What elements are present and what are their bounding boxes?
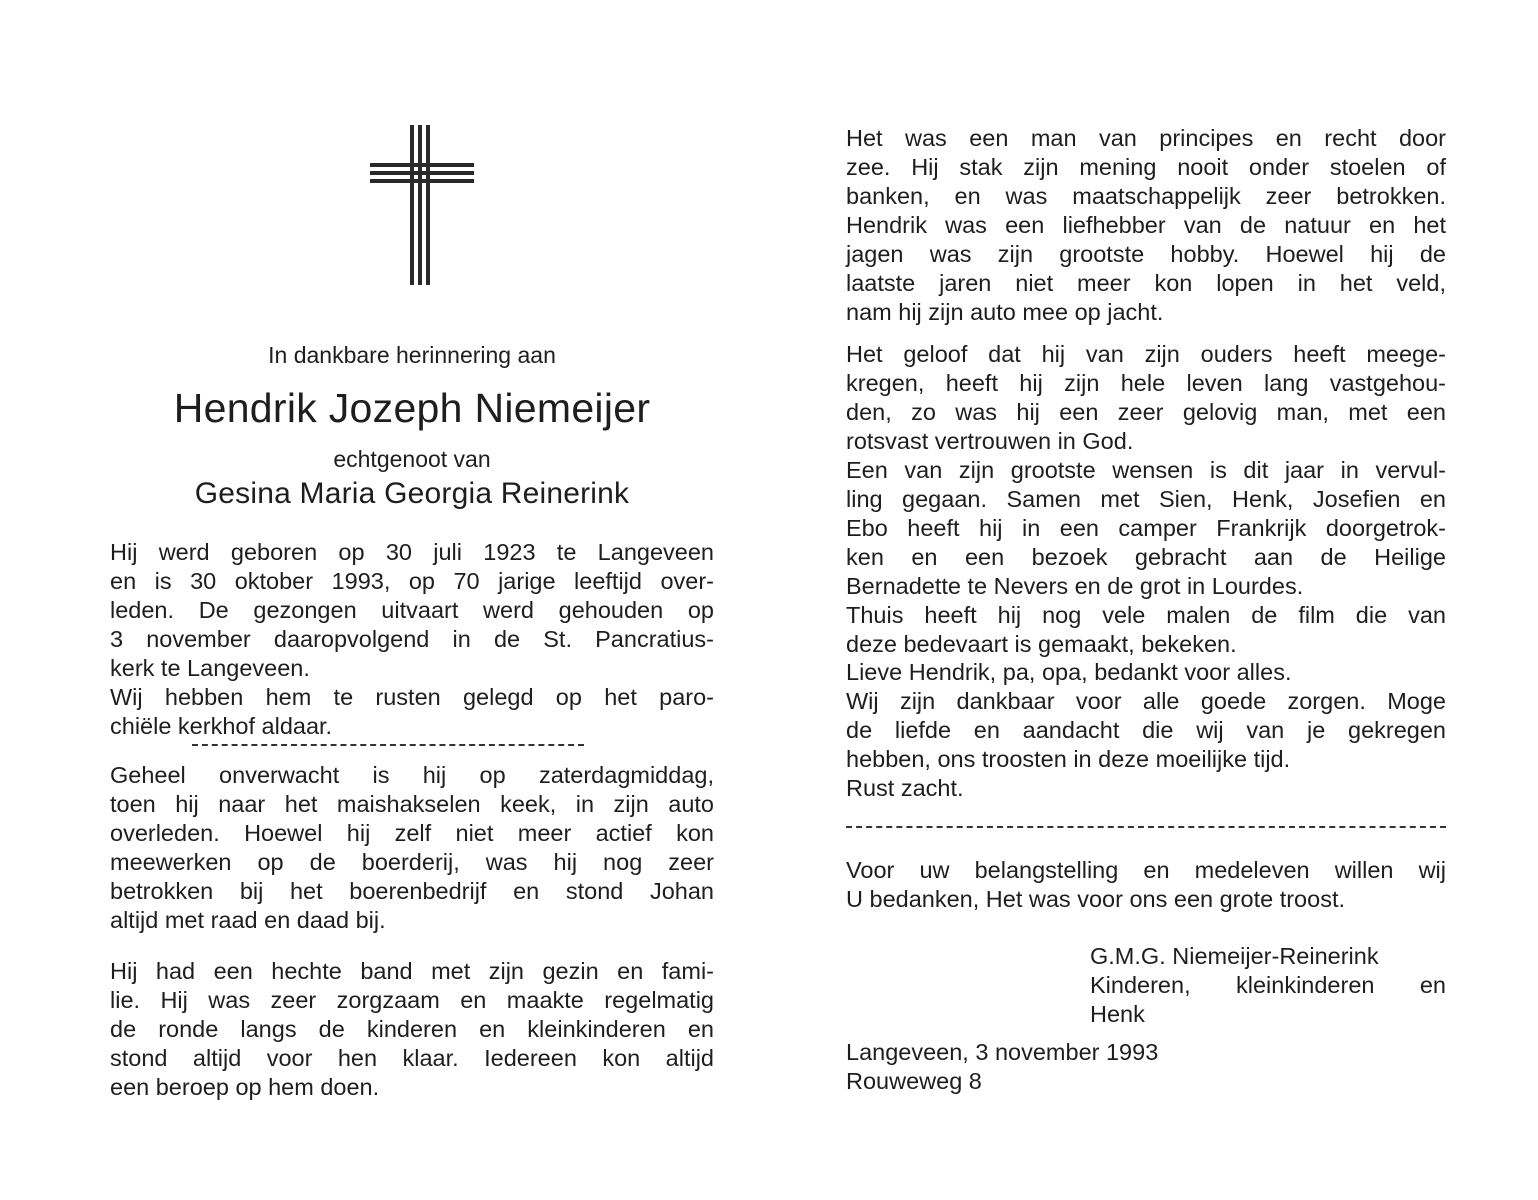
text-line: lie. Hij was zeer zorgzaam en maakte regelmatig: [110, 987, 714, 1013]
family-paragraph: [110, 957, 714, 1102]
text-line: betrokken bij het boerenbedrijf en stond Johan: [110, 878, 714, 904]
text-line: kregen, heeft hij zijn hele leven lang vastgehou-: [846, 370, 1446, 396]
text-line: stond altijd voor hen klaar. Iedereen kon altijd: [110, 1045, 714, 1071]
text-line: Thuis heeft hij nog vele malen de film die van: [846, 602, 1446, 628]
text-line: de liefde en aandacht die wij van je gekregen: [846, 717, 1446, 743]
farewell-paragraph: [846, 658, 1446, 803]
text-line: Rust zacht.: [846, 775, 964, 801]
text-line: 3 november daaropvolgend in de St. Pancratius-: [110, 626, 714, 652]
text-line: Geheel onverwacht is hij op zaterdagmiddag,: [110, 762, 714, 788]
text-line: Wij zijn dankbaar voor alle goede zorgen. Moge: [846, 688, 1446, 714]
text-line: Het geloof dat hij van zijn ouders heeft meege-: [846, 341, 1446, 367]
thanks-paragraph: [846, 856, 1446, 914]
passing-paragraph: [110, 761, 714, 935]
deceased-name: Hendrik Jozeph Niemeijer: [173, 385, 651, 431]
text-line: Lieve Hendrik, pa, opa, bedankt voor alles.: [846, 659, 1292, 685]
text-line: Ebo heeft hij in een camper Frankrijk doorgetrok-: [846, 515, 1446, 541]
text-line: ken en een bezoek gebracht aan de Heilige: [846, 544, 1446, 570]
text-line: kerk te Langeveen.: [110, 655, 310, 681]
dashed-divider: [846, 826, 1446, 828]
text-line: nam hij zijn auto mee op jacht.: [846, 299, 1164, 325]
signature-block: [1090, 942, 1446, 1029]
text-line: laatste jaren niet meer kon lopen in het veld,: [846, 270, 1446, 296]
text-line: leden. De gezongen uitvaart werd gehouden op: [110, 597, 714, 623]
signature-line: Henk: [1090, 1001, 1145, 1027]
text-line: een beroep op hem doen.: [110, 1074, 380, 1100]
biography-paragraph: [110, 538, 714, 741]
spouse-name: Gesina Maria Georgia Reinerink: [194, 477, 630, 510]
text-line: Hij had een hechte band met zijn gezin en fami-: [110, 958, 714, 984]
text-line: hebben, ons troosten in deze moeilijke tijd.: [846, 746, 1291, 772]
text-line: Voor uw belangstelling en medeleven willen wij: [846, 857, 1446, 883]
text-line: ling gegaan. Samen met Sien, Henk, Josefien en: [846, 486, 1446, 512]
text-line: deze bedevaart is gemaakt, bekeken.: [846, 631, 1237, 657]
text-line: Bernadette te Nevers en de grot in Lourdes.: [846, 573, 1304, 599]
cross-icon: [370, 125, 474, 285]
text-line: jagen was zijn grootste hobby. Hoewel hij de: [846, 241, 1446, 267]
text-line: U bedanken, Het was voor ons een grote troost.: [846, 886, 1346, 912]
spouse-of-text: echtgenoot van: [333, 446, 491, 472]
text-line: Hij werd geboren op 30 juli 1923 te Langeveen: [110, 539, 714, 565]
signature-line: Kinderen, kleinkinderen en: [1090, 972, 1446, 998]
text-line: Hendrik was een liefhebber van de natuur en het: [846, 212, 1446, 238]
text-line: meewerken op de boerderij, was hij nog zeer: [110, 849, 714, 875]
text-line: den, zo was hij een zeer gelovig man, met een: [846, 399, 1446, 425]
text-line: Wij hebben hem te rusten gelegd op het paro-: [110, 684, 714, 710]
signature-line: G.M.G. Niemeijer-Reinerink: [1090, 943, 1379, 969]
faith-paragraph: [846, 340, 1446, 659]
text-line: toen hij naar het maishakselen keek, in zijn auto: [110, 791, 714, 817]
text-line: de ronde langs de kinderen en kleinkinderen en: [110, 1016, 714, 1042]
text-line: altijd met raad en daad bij.: [110, 907, 386, 933]
text-line: en is 30 oktober 1993, op 70 jarige leeftijd over-: [110, 568, 714, 594]
text-line: chiële kerkhof aldaar.: [110, 713, 333, 739]
principles-paragraph: [846, 124, 1446, 327]
address: Rouweweg 8: [846, 1068, 982, 1094]
text-line: zee. Hij stak zijn mening nooit onder stoelen of: [846, 154, 1446, 180]
text-line: Een van zijn grootste wensen is dit jaar in vervul-: [846, 457, 1446, 483]
dashed-divider: [192, 744, 584, 746]
text-line: rotsvast vertrouwen in God.: [846, 428, 1134, 454]
text-line: overleden. Hoewel hij zelf niet meer actief kon: [110, 820, 714, 846]
text-line: banken, en was maatschappelijk zeer betrokken.: [846, 183, 1446, 209]
text-line: Het was een man van principes en recht door: [846, 125, 1446, 151]
intro-text: In dankbare herinnering aan: [268, 342, 556, 368]
place-date: Langeveen, 3 november 1993: [846, 1039, 1159, 1065]
place-date-block: [846, 1038, 1158, 1096]
